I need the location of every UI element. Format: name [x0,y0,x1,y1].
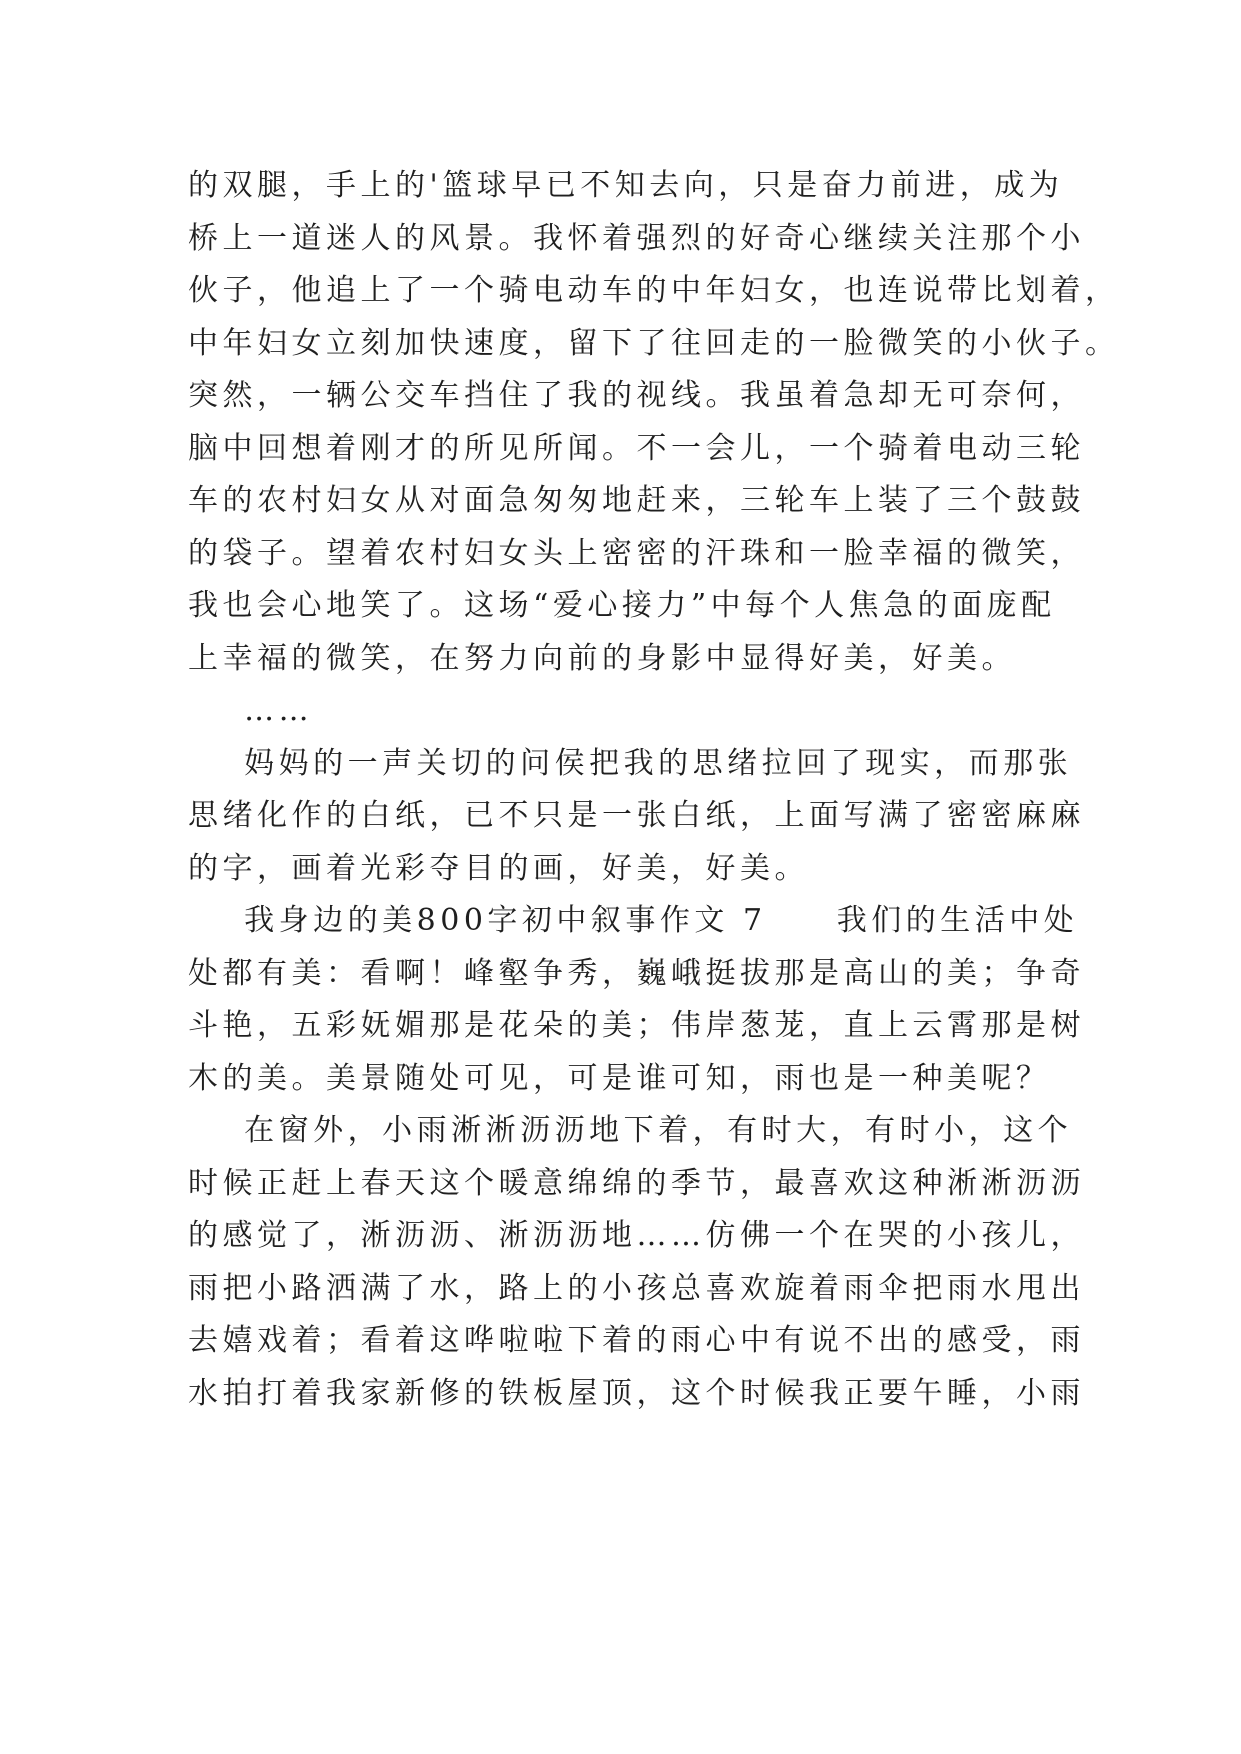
text-line: 车的农村妇女从对面急匆匆地赶来，三轮车上装了三个鼓鼓 [188,483,1085,518]
text-line: 在窗外，小雨淅淅沥沥地下着，有时大，有时小，这个 [188,1113,1073,1148]
text-line: 我也会心地笑了。这场“爱心接力”中每个人焦急的面庞配 [188,588,1056,623]
text-line: 上幸福的微笑，在努力向前的身影中显得好美，好美。 [188,640,1016,676]
text-line: 突然，一辆公交车挡住了我的视线。我虽着急却无可奈何， [188,378,1085,413]
text-line: 雨把小路洒满了水，路上的小孩总喜欢旋着雨伞把雨水甩出 [188,1270,1085,1306]
text-line: 思绪化作的白纸，已不只是一张白纸，上面写满了密密麻麻 [188,798,1085,833]
text-line: 妈妈的一声关切的问侯把我的思绪拉回了现实，而那张 [188,745,1073,781]
text-line: 去嬉戏着；看着这哗啦啦下着的雨心中有说不出的感受，雨 [188,1323,1085,1358]
text-line: 中年妇女立刻加快速度，留下了往回走的一脸微笑的小伙子。 [188,325,1120,361]
ellipsis-line: …… [188,693,314,728]
text-line: 的双腿，手上的'篮球早已不知去向，只是奋力前进，成为 [188,168,1064,203]
text-line: 桥上一道迷人的风景。我怀着强烈的好奇心继续关注那个小 [188,220,1085,256]
text-line: 的袋子。望着农村妇女头上密密的汗珠和一脸幸福的微笑， [188,535,1085,571]
body-text [188,160,1120,1420]
text-line: 木的美。美景随处可见，可是谁可知，雨也是一种美呢？ [188,1060,1051,1096]
text-line: 水拍打着我家新修的铁板屋顶，这个时候我正要午睡，小雨 [188,1375,1085,1411]
essay-heading-line: 我身边的美800字初中叙事作文 7 我们的生活中处 [188,903,1079,938]
text-line: 时候正赶上春天这个暖意绵绵的季节，最喜欢这种淅淅沥沥 [188,1165,1085,1201]
text-line: 斗艳，五彩妩媚那是花朵的美；伟岸葱茏，直上云霄那是树 [188,1008,1085,1043]
text-line: 的感觉了，淅沥沥、淅沥沥地……仿佛一个在哭的小孩儿， [188,1218,1085,1253]
text-line: 处都有美：看啊！峰壑争秀，巍峨挺拔那是高山的美；争奇 [188,955,1085,991]
text-line: 脑中回想着刚才的所见所闻。不一会儿，一个骑着电动三轮 [188,430,1085,466]
text-line: 的字，画着光彩夺目的画，好美，好美。 [188,850,809,886]
text-line: 伙子，他追上了一个骑电动车的中年妇女，也连说带比划着， [188,273,1120,308]
